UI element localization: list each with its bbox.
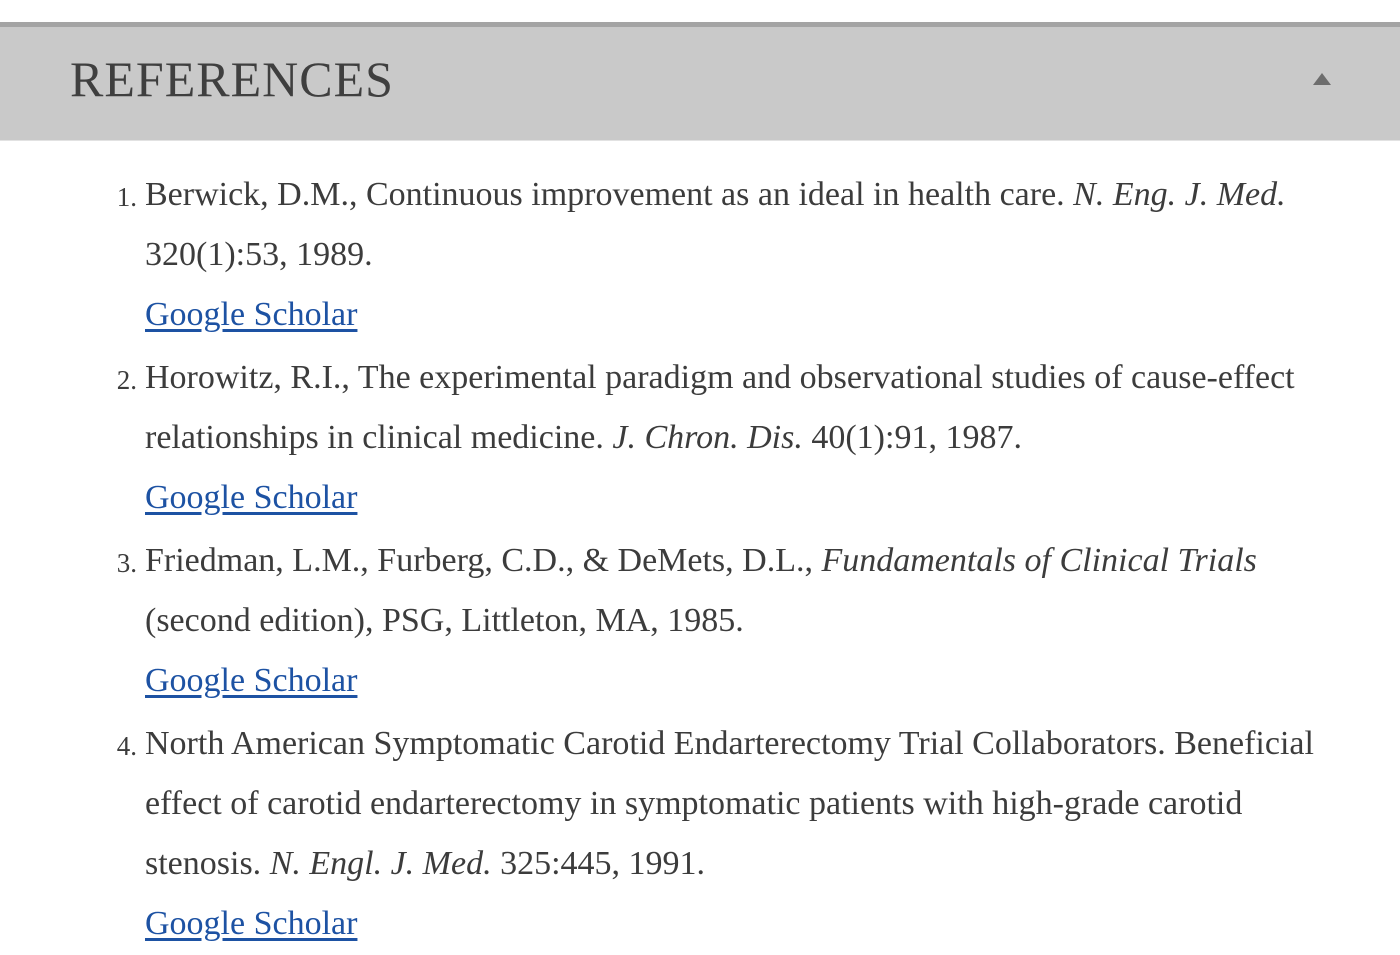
reference-citation: North American Symptomatic Carotid Endarterectomy Trial Collaborators. Beneficial effect of carotid endarterectomy in symptomatic patients with high-grade carotid stenosis. N. Engl. J. Med. 325:445, 1991. (145, 725, 1314, 882)
google-scholar-link[interactable]: Google Scholar (145, 296, 358, 333)
reference-number: 4. (116, 731, 137, 761)
section-title: REFERENCES (70, 50, 394, 107)
google-scholar-link[interactable]: Google Scholar (145, 905, 358, 942)
reference-item (116, 714, 1331, 954)
references-section-header[interactable] (0, 22, 1400, 141)
top-strip (0, 0, 1400, 22)
triangle-up-icon (1313, 73, 1331, 85)
reference-item (116, 348, 1331, 528)
references-list (0, 141, 1400, 954)
reference-citation: Friedman, L.M., Furberg, C.D., & DeMets, D.L., Fundamentals of Clinical Trials (second edition), PSG, Littleton, MA, 1985. (145, 542, 1257, 639)
collapse-section-button[interactable] (1307, 67, 1337, 91)
google-scholar-link[interactable]: Google Scholar (145, 662, 358, 699)
reference-item (116, 531, 1331, 711)
reference-item (116, 165, 1331, 345)
reference-number: 3. (116, 548, 137, 578)
reference-number: 1. (116, 182, 137, 212)
reference-citation: Berwick, D.M., Continuous improvement as an ideal in health care. N. Eng. J. Med. 320(1):53, 1989. (145, 176, 1286, 273)
google-scholar-link[interactable]: Google Scholar (145, 479, 358, 516)
reference-citation: Horowitz, R.I., The experimental paradigm and observational studies of cause-effect relationships in clinical medicine. J. Chron. Dis. 40(1):91, 1987. (145, 359, 1295, 456)
reference-number: 2. (116, 365, 137, 395)
